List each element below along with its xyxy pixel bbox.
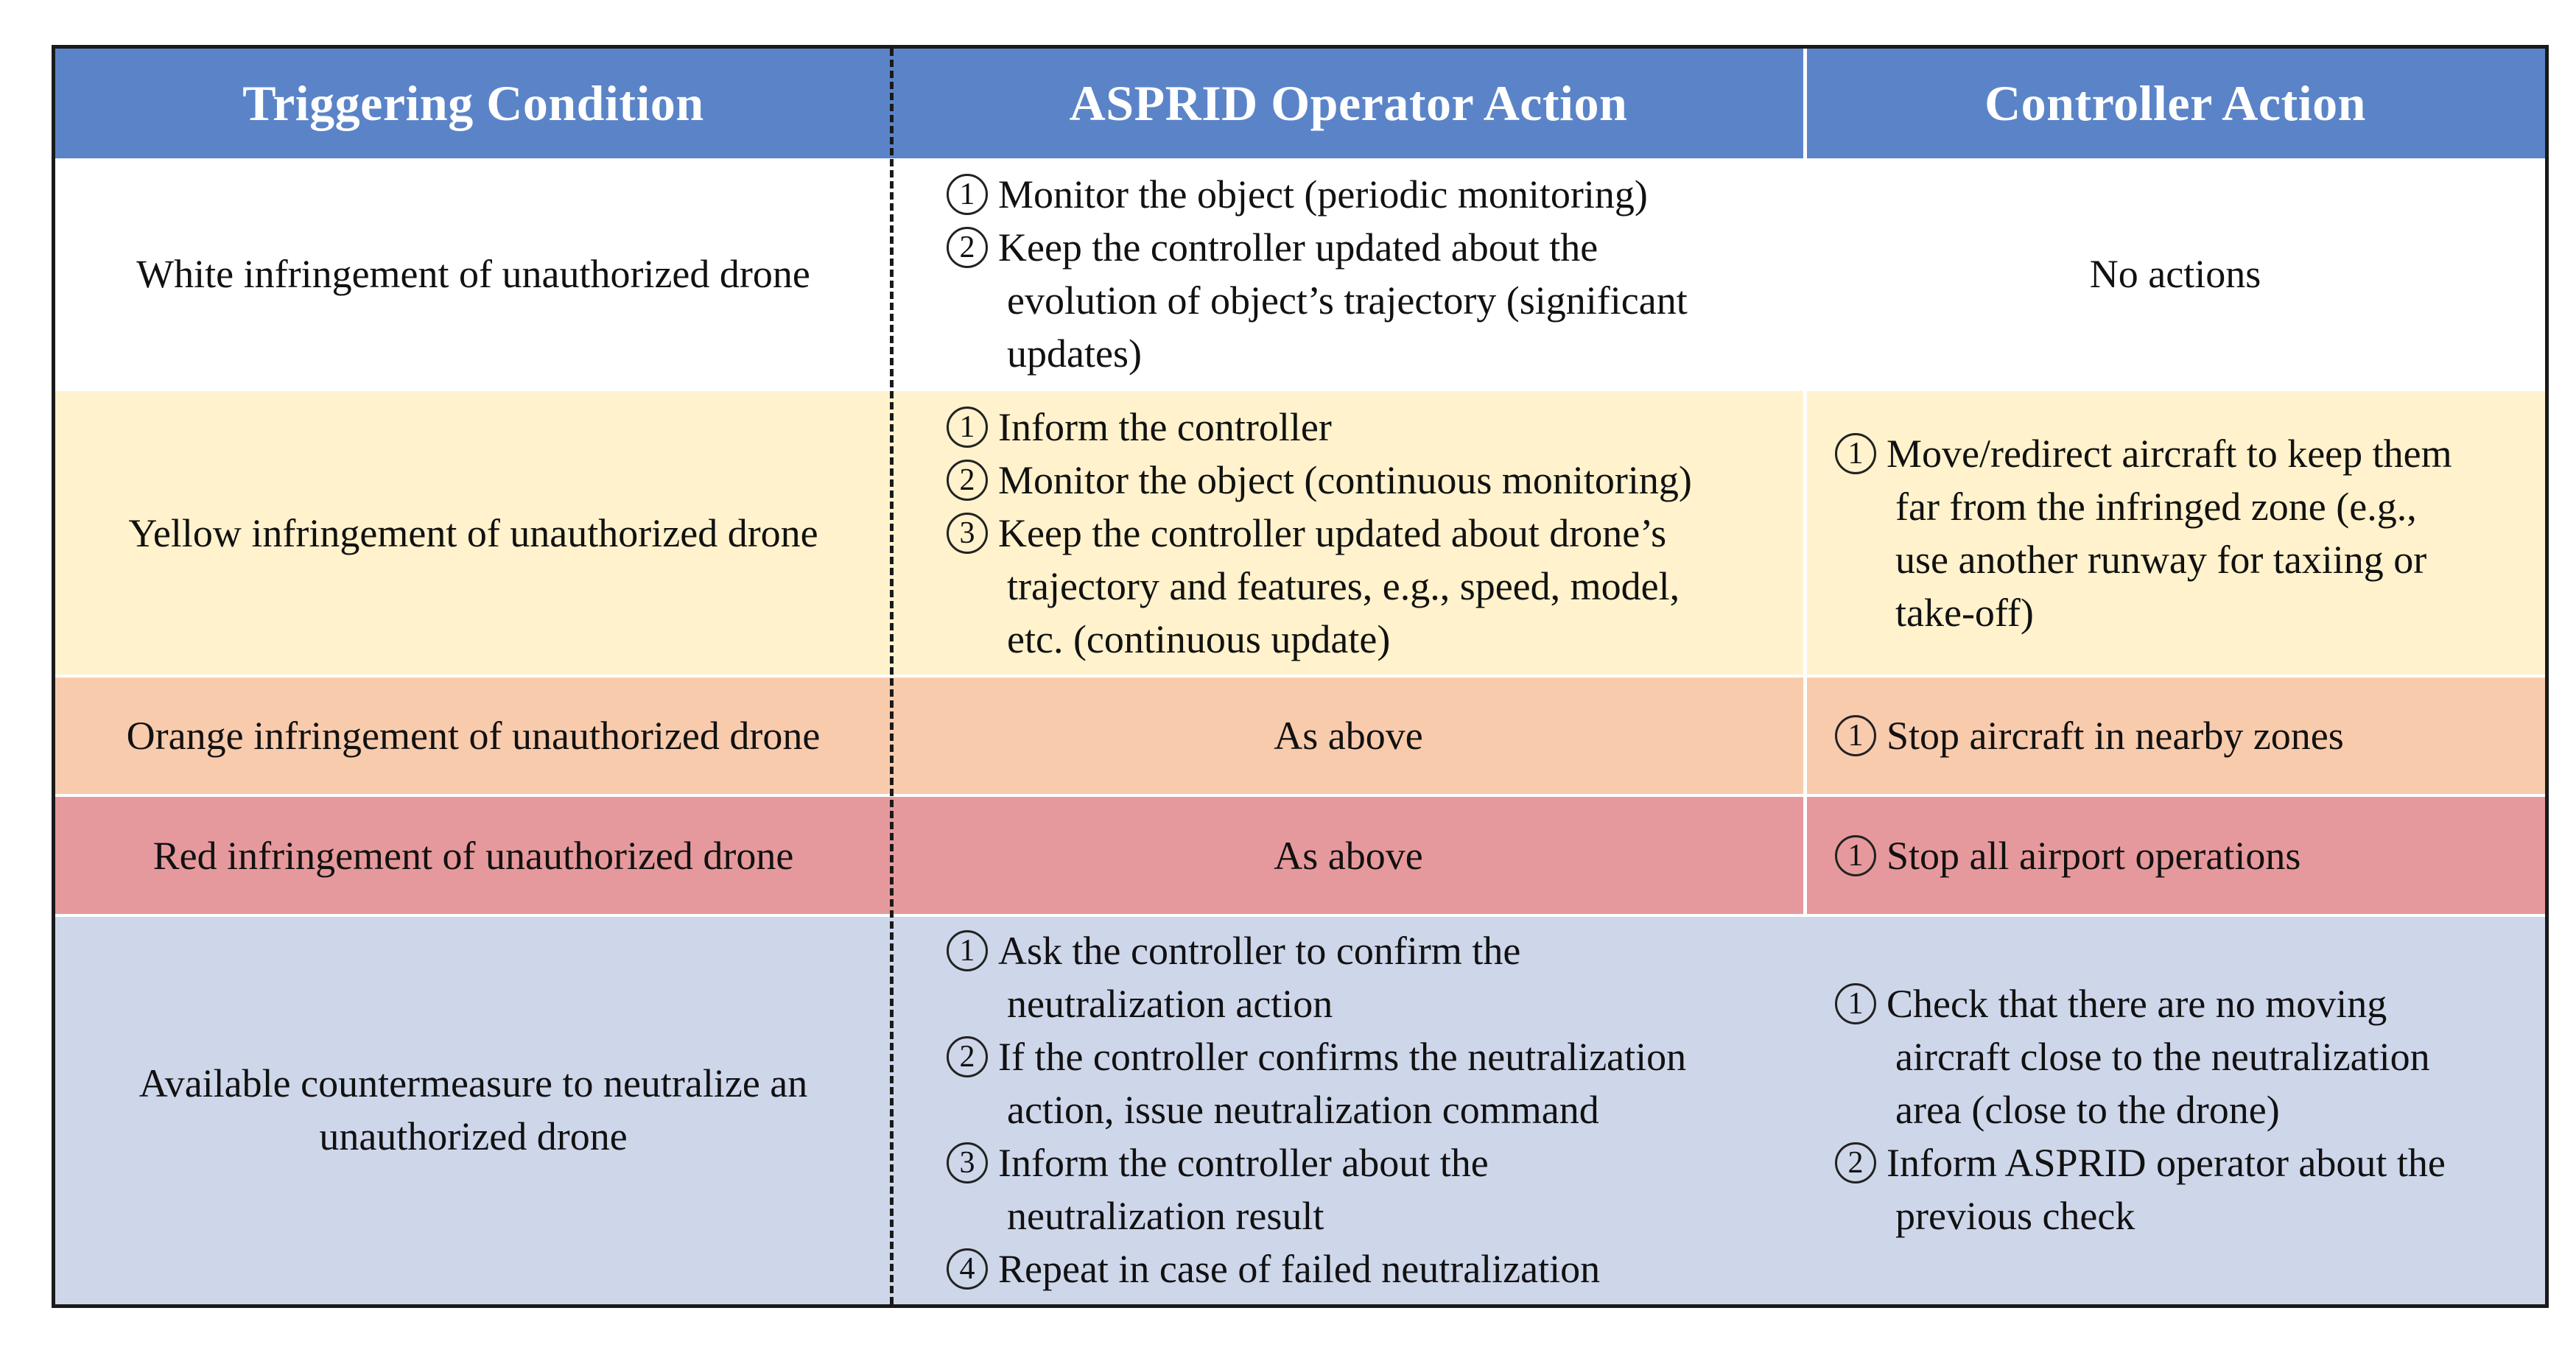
number-badge: 2 xyxy=(1835,1142,1876,1184)
row-divider xyxy=(55,794,2545,797)
number-badge: 1 xyxy=(1835,715,1876,756)
item-text: etc. (continuous update) xyxy=(1007,616,1391,661)
list-item xyxy=(947,221,1791,380)
number-badge: 1 xyxy=(1835,835,1876,876)
item-text: previous check xyxy=(1895,1194,2135,1238)
operator-actions-countermeasure xyxy=(891,915,1805,1304)
number-badge: 3 xyxy=(947,1142,988,1184)
item-text: Monitor the object (periodic monitoring) xyxy=(998,172,1648,217)
number-badge: 3 xyxy=(947,513,988,554)
number-badge: 2 xyxy=(947,460,988,501)
list-item xyxy=(947,168,1791,221)
item-text: action, issue neutralization command xyxy=(1007,1088,1599,1132)
list-item xyxy=(947,507,1791,666)
item-text: Ask the controller to confirm the xyxy=(998,929,1521,973)
item-text: If the controller confirms the neutralization xyxy=(998,1035,1687,1079)
header-controller-action: Controller Action xyxy=(1805,49,2545,158)
item-text: Repeat in case of failed neutralization xyxy=(998,1247,1601,1291)
operator-red: As above xyxy=(891,795,1805,915)
item-text: Monitor the object (continuous monitoring) xyxy=(998,457,1692,502)
item-text: neutralization result xyxy=(1007,1194,1324,1238)
item-text: area (close to the drone) xyxy=(1895,1088,2280,1132)
number-badge: 1 xyxy=(1835,433,1876,474)
item-text: far from the infringed zone (e.g., xyxy=(1895,484,2417,529)
item-text: Stop aircraft in nearby zones xyxy=(1887,714,2344,758)
item-text: Inform the controller xyxy=(998,404,1332,449)
item-text: updates) xyxy=(1007,331,1142,376)
item-text: Move/redirect aircraft to keep them xyxy=(1887,431,2452,476)
list-item xyxy=(1835,709,2538,762)
item-text: aircraft close to the neutralization xyxy=(1895,1035,2430,1079)
condition-line: unauthorized drone xyxy=(319,1114,628,1158)
item-text: Stop all airport operations xyxy=(1887,833,2301,878)
list-item xyxy=(947,454,1791,507)
list-item xyxy=(1835,427,2538,639)
controller-white: No actions xyxy=(1805,158,2545,390)
condition-red: Red infringement of unauthorized drone xyxy=(55,795,891,915)
controller-actions-yellow xyxy=(1805,390,2545,676)
list-item xyxy=(947,1242,1791,1295)
item-text: evolution of object’s trajectory (significant xyxy=(1007,278,1688,323)
condition-line: Available countermeasure to neutralize an xyxy=(138,1061,808,1105)
number-badge: 1 xyxy=(947,174,988,215)
item-text: Inform the controller about the xyxy=(998,1141,1489,1185)
list-item xyxy=(1835,977,2538,1136)
condition-yellow: Yellow infringement of unauthorized drone xyxy=(55,390,891,676)
column-divider-dashed xyxy=(890,49,894,1304)
operator-actions-yellow xyxy=(891,390,1805,676)
header-triggering-condition: Triggering Condition xyxy=(55,49,891,158)
condition-white: White infringement of unauthorized drone xyxy=(55,158,891,390)
action-table xyxy=(52,45,2549,1308)
row-divider xyxy=(55,914,2545,917)
list-item xyxy=(947,1136,1791,1242)
list-item xyxy=(1835,1136,2538,1242)
item-text: Check that there are no moving xyxy=(1887,982,2387,1026)
condition-orange: Orange infringement of unauthorized drone xyxy=(55,676,891,795)
item-text: trajectory and features, e.g., speed, model, xyxy=(1007,563,1680,608)
row-divider xyxy=(55,675,2545,678)
column-divider xyxy=(1803,49,1807,915)
item-text: Keep the controller updated about the xyxy=(998,225,1598,270)
controller-actions-orange xyxy=(1805,676,2545,795)
item-text: neutralization action xyxy=(1007,982,1333,1026)
list-item xyxy=(1835,829,2538,882)
list-item xyxy=(947,924,1791,1030)
condition-countermeasure xyxy=(55,915,891,1304)
list-item xyxy=(947,401,1791,454)
item-text: take-off) xyxy=(1895,590,2034,635)
controller-actions-red xyxy=(1805,795,2545,915)
item-text: Keep the controller updated about drone’s xyxy=(998,510,1667,555)
number-badge: 1 xyxy=(947,407,988,448)
row-divider xyxy=(55,388,2545,391)
number-badge: 4 xyxy=(947,1248,988,1290)
number-badge: 2 xyxy=(947,227,988,268)
controller-actions-countermeasure xyxy=(1805,915,2545,1304)
item-text: Inform ASPRID operator about the xyxy=(1887,1141,2446,1185)
operator-actions-white xyxy=(891,158,1805,390)
list-item xyxy=(947,1030,1791,1136)
number-badge: 2 xyxy=(947,1036,988,1077)
operator-orange: As above xyxy=(891,676,1805,795)
number-badge: 1 xyxy=(1835,983,1876,1024)
number-badge: 1 xyxy=(947,930,988,971)
header-asprid-operator-action: ASPRID Operator Action xyxy=(891,49,1805,158)
item-text: use another runway for taxiing or xyxy=(1895,537,2427,582)
